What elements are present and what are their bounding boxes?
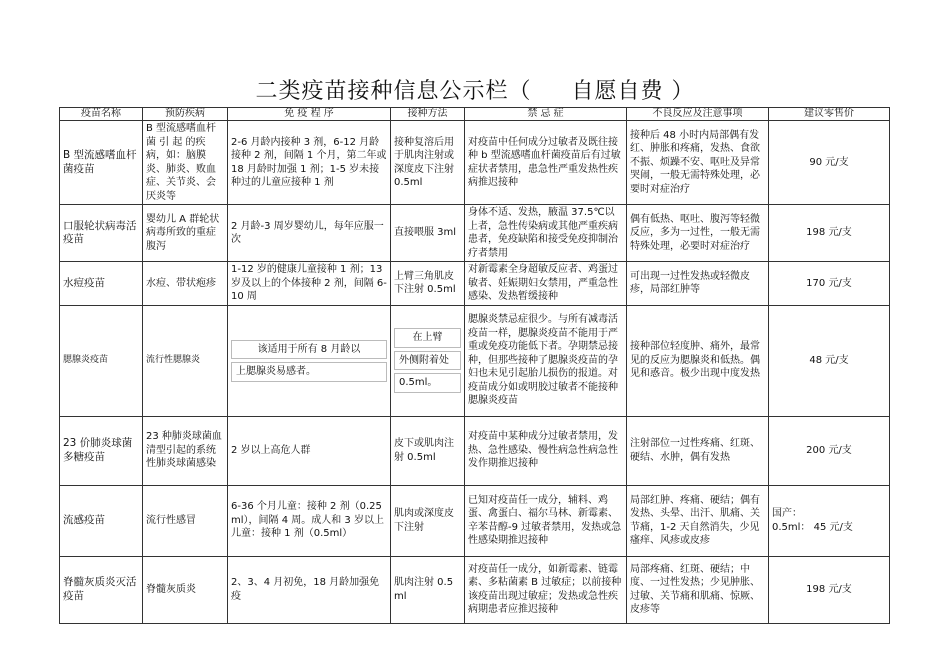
disease-cell: 23 种肺炎球菌血清型引起的系统性肺炎球菌感染 — [143, 416, 228, 485]
price-label: 国产： — [772, 508, 802, 519]
header-vaccine-name: 疫苗名称 — [60, 108, 143, 121]
method-cell: 皮下或肌肉注射 0.5ml — [391, 416, 465, 485]
price-cell — [769, 485, 890, 556]
header-method: 接种方法 — [391, 108, 465, 121]
table-row — [60, 121, 890, 205]
contraindication-cell: 对新霉素全身超敏反应者、鸡蛋过敏者、妊娠期妇女禁用，严重急性感染、发热暂缓接种 — [465, 262, 627, 306]
vaccine-name: 水痘疫苗 — [60, 262, 143, 306]
contraindication-cell: 对疫苗任一成分，如新霉素、链霉素、多粘菌素 B 过敏症；以前接种该疫苗出现过敏症；发热或急性疾病期患者应推迟接种 — [465, 556, 627, 623]
header-disease: 预防疾病 — [143, 108, 228, 121]
disease-cell: 婴幼儿 A 群轮状病毒所致的重症腹泻 — [143, 205, 228, 262]
vaccine-info-table — [59, 107, 890, 624]
method-text-line-1: 在上臂 — [394, 328, 461, 348]
adverse-cell: 偶有低热、呕吐、腹泻等轻微反应，多为一过性，一般无需特殊处理，必要时对症治疗 — [627, 205, 769, 262]
disease-cell: 流行性感冒 — [143, 485, 228, 556]
method-text-line-3: 0.5ml。 — [394, 373, 461, 393]
contraindication-cell: 身体不适、发热，腋温 37.5℃以上者，急性传染病或其他严重疾病患者，免疫缺陷和接受免疫抑制治疗者禁用 — [465, 205, 627, 262]
schedule-text-line-2: 上腮腺炎易感者。 — [231, 362, 387, 382]
schedule-cell: 2、3、4 月初免，18 月龄加强免疫 — [228, 556, 391, 623]
price-cell: 90 元/支 — [769, 121, 890, 205]
schedule-cell — [228, 305, 391, 416]
disease-cell: 流行性腮腺炎 — [143, 305, 228, 416]
adverse-cell: 接种后 48 小时内局部偶有发红、肿胀和疼痛，发热、食欲不振、烦躁不安、呕吐及异常哭闹，一般无需特殊处理，必要时对症治疗 — [627, 121, 769, 205]
vaccine-name: 23 价肺炎球菌多糖疫苗 — [60, 416, 143, 485]
schedule-cell: 6-36 个月儿童：接种 2 剂（0.25ml），间隔 4 周。成人和 3 岁以上儿童：接种 1 剂（0.5ml） — [228, 485, 391, 556]
schedule-cell: 2 岁以上高危人群 — [228, 416, 391, 485]
vaccine-name: 流感疫苗 — [60, 485, 143, 556]
adverse-cell: 注射部位一过性疼痛、红斑、硬结、水肿，偶有发热 — [627, 416, 769, 485]
price-cell: 198 元/支 — [769, 205, 890, 262]
contraindication-cell: 已知对疫苗任一成分，辅料、鸡蛋、禽蛋白、福尔马林、新霉素、辛苯昔醇-9 过敏者禁用，发热或急性感染期推迟接种 — [465, 485, 627, 556]
header-schedule: 免 疫 程 序 — [228, 108, 391, 121]
schedule-cell: 1-12 岁的健康儿童接种 1 剂；13 岁及以上的个体接种 2 剂，间隔 6-10 周 — [228, 262, 391, 306]
vaccine-name: 脊髓灰质炎灭活疫苗 — [60, 556, 143, 623]
method-cell — [391, 305, 465, 416]
method-cell: 肌肉或深度皮下注射 — [391, 485, 465, 556]
header-contraindications: 禁 忌 症 — [465, 108, 627, 121]
table-row — [60, 556, 890, 623]
adverse-cell: 局部疼痛、红斑、硬结；中度、一过性发热；少见肿胀、过敏、关节痛和肌痛、惊厥、皮疹等 — [627, 556, 769, 623]
table-row — [60, 416, 890, 485]
table-row — [60, 485, 890, 556]
method-cell: 直接喂服 3ml — [391, 205, 465, 262]
table-row — [60, 262, 890, 306]
vaccine-name: 腮腺炎疫苗 — [60, 305, 143, 416]
table-row — [60, 205, 890, 262]
schedule-cell: 2 月龄-3 周岁婴幼儿，每年应服一次 — [228, 205, 391, 262]
table-header-row — [60, 108, 890, 121]
disease-cell: 水痘、带状疱疹 — [143, 262, 228, 306]
method-cell: 接种复溶后用于肌肉注射或深度皮下注射 0.5ml — [391, 121, 465, 205]
price-cell: 48 元/支 — [769, 305, 890, 416]
disease-cell: 脊髓灰质炎 — [143, 556, 228, 623]
header-price: 建议零售价 — [769, 108, 890, 121]
contraindication-cell: 对疫苗中任何成分过敏者及既往接种 b 型流感嗜血杆菌疫苗后有过敏症状者禁用，患急性严重发热性疾病推迟接种 — [465, 121, 627, 205]
contraindication-cell: 腮腺炎禁忌症很少。与所有减毒活疫苗一样，腮腺炎疫苗不能用于严重或免疫功能低下者。孕期禁忌接种，但那些接种了腮腺炎疫苗的孕妇也未见引起胎儿损伤的报道。对疫苗成分如或明胶过敏者不能接种腮腺炎疫苗 — [465, 305, 627, 416]
vaccine-name: B 型流感嗜血杆菌疫苗 — [60, 121, 143, 205]
adverse-cell: 可出现一过性发热或轻微皮疹，局部红肿等 — [627, 262, 769, 306]
disease-cell: B 型流感嗜血杆 菌 引 起 的疾病，如：脑膜炎、肺炎、败血症、关节炎、会厌炎等 — [143, 121, 228, 205]
schedule-text-line-1: 该适用于所有 8 月龄以 — [231, 340, 387, 360]
adverse-cell: 局部红肿、疼痛、硬结；偶有发热、头晕、出汗、肌痛、关节痛，1-2 天自然消失，少见瘙痒、风疹或皮疹 — [627, 485, 769, 556]
adverse-cell: 接种部位轻度肿、痛外，最常见的反应为腮腺炎和低热。偶见和惑音。极少出现中度发热 — [627, 305, 769, 416]
method-cell: 上臂三角肌皮下注射 0.5ml — [391, 262, 465, 306]
price-cell: 200 元/支 — [769, 416, 890, 485]
table-row — [60, 305, 890, 416]
price-cell: 170 元/支 — [769, 262, 890, 306]
price-cell: 198 元/支 — [769, 556, 890, 623]
page-title: 二类疫苗接种信息公示栏（ 自愿自费 ） — [255, 79, 695, 104]
method-text-line-2: 外侧附着处 — [394, 351, 461, 371]
contraindication-cell: 对疫苗中某种成分过敏者禁用，发热、急性感染、慢性病急性病急性发作期推迟接种 — [465, 416, 627, 485]
schedule-cell: 2-6 月龄内接种 3 剂，6-12 月龄接种 2 剂，间隔 1 个月，第二年或 18 月龄时加强 1 剂；1-5 岁未接种过的儿童应接种 1 剂 — [228, 121, 391, 205]
vaccine-name: 口服轮状病毒活疫苗 — [60, 205, 143, 262]
header-adverse-reactions: 不良反应及注意事项 — [627, 108, 769, 121]
price-value: 0.5ml： 45 元/支 — [772, 521, 853, 533]
method-cell: 肌肉注射 0.5ml — [391, 556, 465, 623]
